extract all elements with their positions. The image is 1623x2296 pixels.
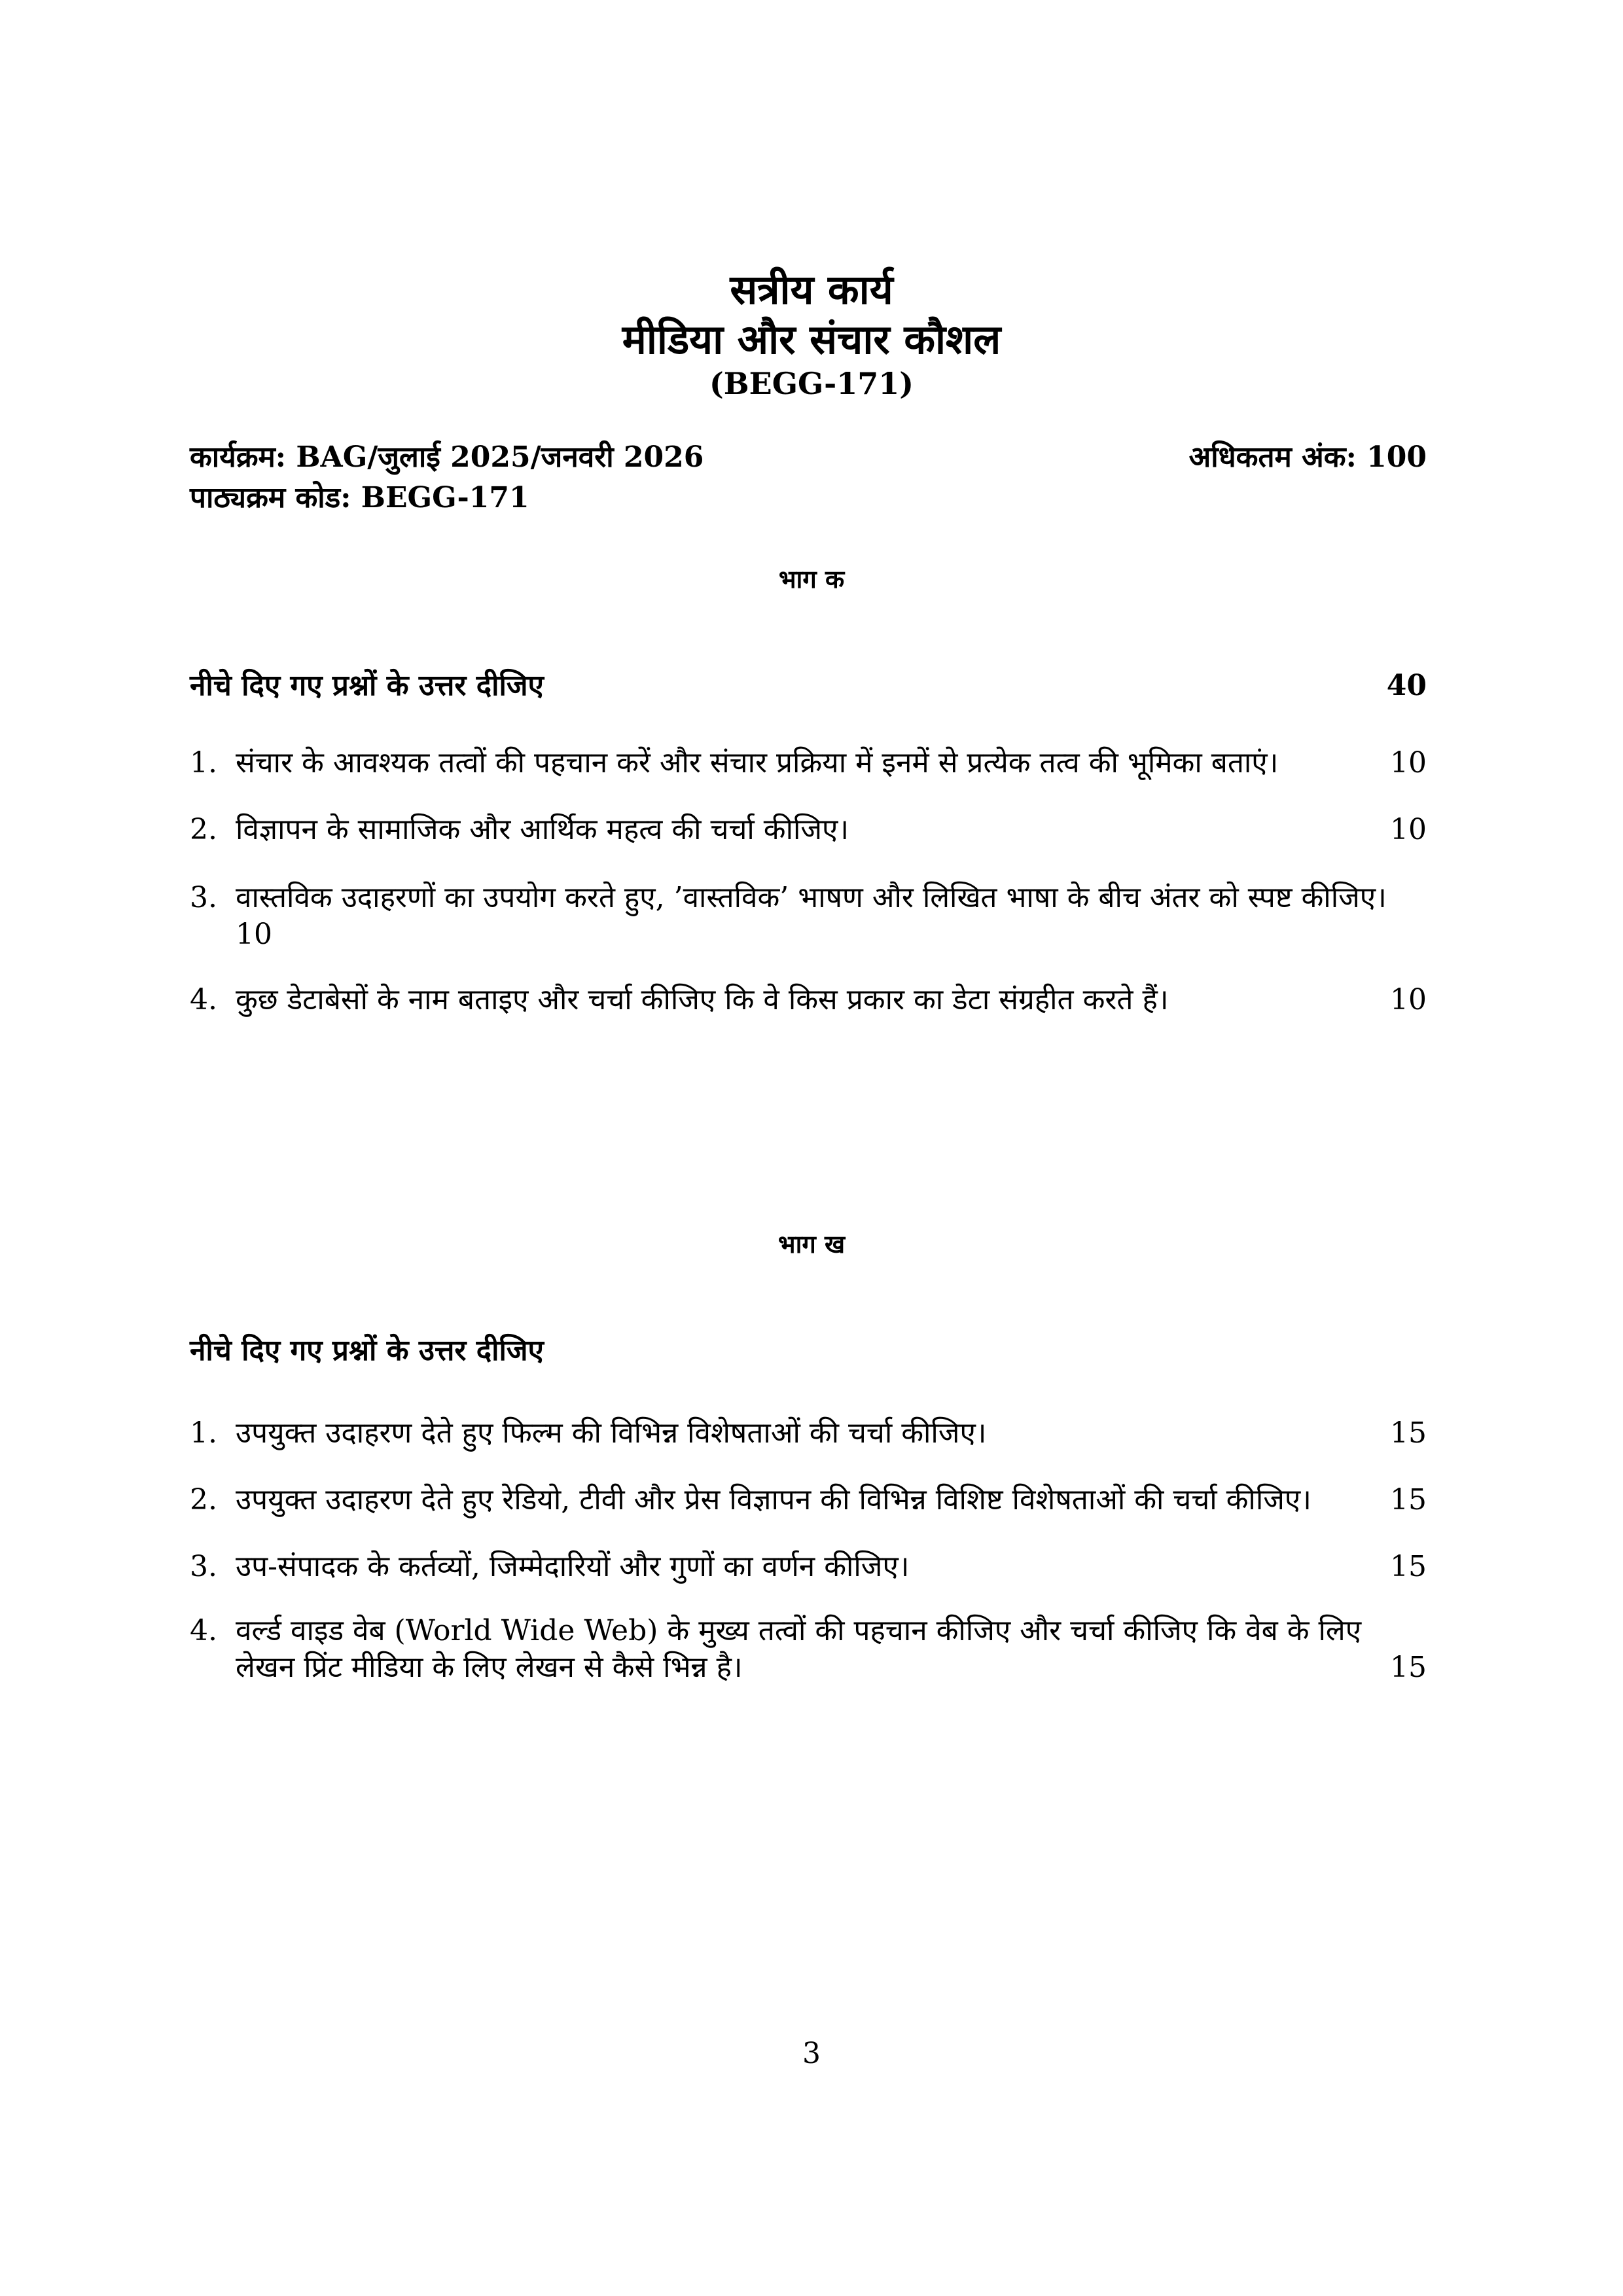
question-number: 4. — [190, 983, 217, 1016]
part-a-title: भाग क — [778, 564, 845, 594]
question-line-2 — [236, 1649, 1427, 1686]
question-text: उप-संपादक के कर्तव्यों, जिम्मेदारियों और गुणों का वर्णन कीजिए। — [236, 1550, 910, 1583]
part-b-title: भाग ख — [777, 1229, 846, 1259]
question-b1 — [190, 1415, 1427, 1452]
question-text: उपयुक्त उदाहरण देते हुए रेडियो, टीवी और प्रेस विज्ञापन की विभिन्न विशिष्ट विशेषताओं की चर्चा कीजिए। — [236, 1483, 1311, 1516]
meta-info — [190, 437, 704, 518]
question-text: उपयुक्त उदाहरण देते हुए फिल्म की विभिन्न विशेषताओं की चर्चा कीजिए। — [236, 1416, 987, 1450]
page-number: 3 — [802, 2037, 821, 2070]
course-code-label: पाठ्यक्रम कोड: BEGG-171 — [190, 481, 529, 514]
question-text: संचार के आवश्यक तत्वों की पहचान करें और संचार प्रक्रिया में इनमें से प्रत्येक तत्व की भूमिका बताएं। — [236, 746, 1279, 780]
question-number: 2. — [190, 813, 217, 846]
question-marks: 10 — [1390, 813, 1427, 846]
programme-label: कार्यक्रम: BAG/जुलाई 2025/जनवरी 2026 — [190, 440, 704, 474]
question-b4 — [190, 1613, 1427, 1686]
question-text: विज्ञापन के सामाजिक और आर्थिक महत्व की चर्चा कीजिए। — [236, 813, 849, 846]
document-subtitle: मीडिया और संचार कौशल — [622, 315, 1001, 363]
course-code-heading: (BEGG-171) — [709, 366, 914, 401]
question-marks: 10 — [236, 918, 272, 951]
question-number: 3. — [190, 881, 217, 914]
question-text-line-1: वर्ल्ड वाइड वेब (World Wide Web) के मुख्य तत्वों की पहचान कीजिए और चर्चा कीजिए कि वेब के लिए — [236, 1614, 1362, 1647]
max-marks-label: अधिकतम अंक: 100 — [1188, 440, 1427, 474]
part-a-total-marks: 40 — [1386, 669, 1427, 702]
question-b3 — [190, 1549, 1427, 1585]
question-marks: 15 — [1390, 1483, 1427, 1516]
part-b-instruction-row — [190, 1333, 1427, 1369]
question-a4 — [190, 982, 1427, 1018]
part-b-instruction: नीचे दिए गए प्रश्नों के उत्तर दीजिए — [190, 1334, 544, 1367]
question-text: कुछ डेटाबेसों के नाम बताइए और चर्चा कीजिए कि वे किस प्रकार का डेटा संग्रहीत करते हैं। — [236, 983, 1169, 1016]
question-b2 — [190, 1482, 1427, 1518]
question-text: वास्तविक उदाहरणों का उपयोग करते हुए, ’वास्तविक’ भाषण और लिखित भाषा के बीच अंतर को स्पष्ट कीजिए। — [236, 881, 1387, 914]
question-a3 — [190, 880, 1427, 953]
question-number: 3. — [190, 1550, 217, 1583]
question-number: 2. — [190, 1483, 217, 1516]
question-marks: 15 — [1390, 1416, 1427, 1450]
part-a-instruction: नीचे दिए गए प्रश्नों के उत्तर दीजिए — [190, 669, 544, 702]
question-a1 — [190, 745, 1427, 781]
document-header — [0, 265, 1623, 403]
question-text-line-2: लेखन प्रिंट मीडिया के लिए लेखन से कैसे भिन्न है। — [236, 1651, 743, 1684]
question-number: 4. — [190, 1614, 217, 1647]
document-title: सत्रीय कार्य — [730, 266, 893, 314]
question-number: 1. — [190, 1416, 217, 1450]
question-marks: 15 — [1390, 1651, 1427, 1684]
question-marks: 15 — [1390, 1550, 1427, 1583]
question-marks: 10 — [1390, 746, 1427, 780]
question-marks: 10 — [1390, 983, 1427, 1016]
part-a-instruction-row — [190, 668, 1427, 704]
question-a2 — [190, 812, 1427, 848]
question-number: 1. — [190, 746, 217, 780]
